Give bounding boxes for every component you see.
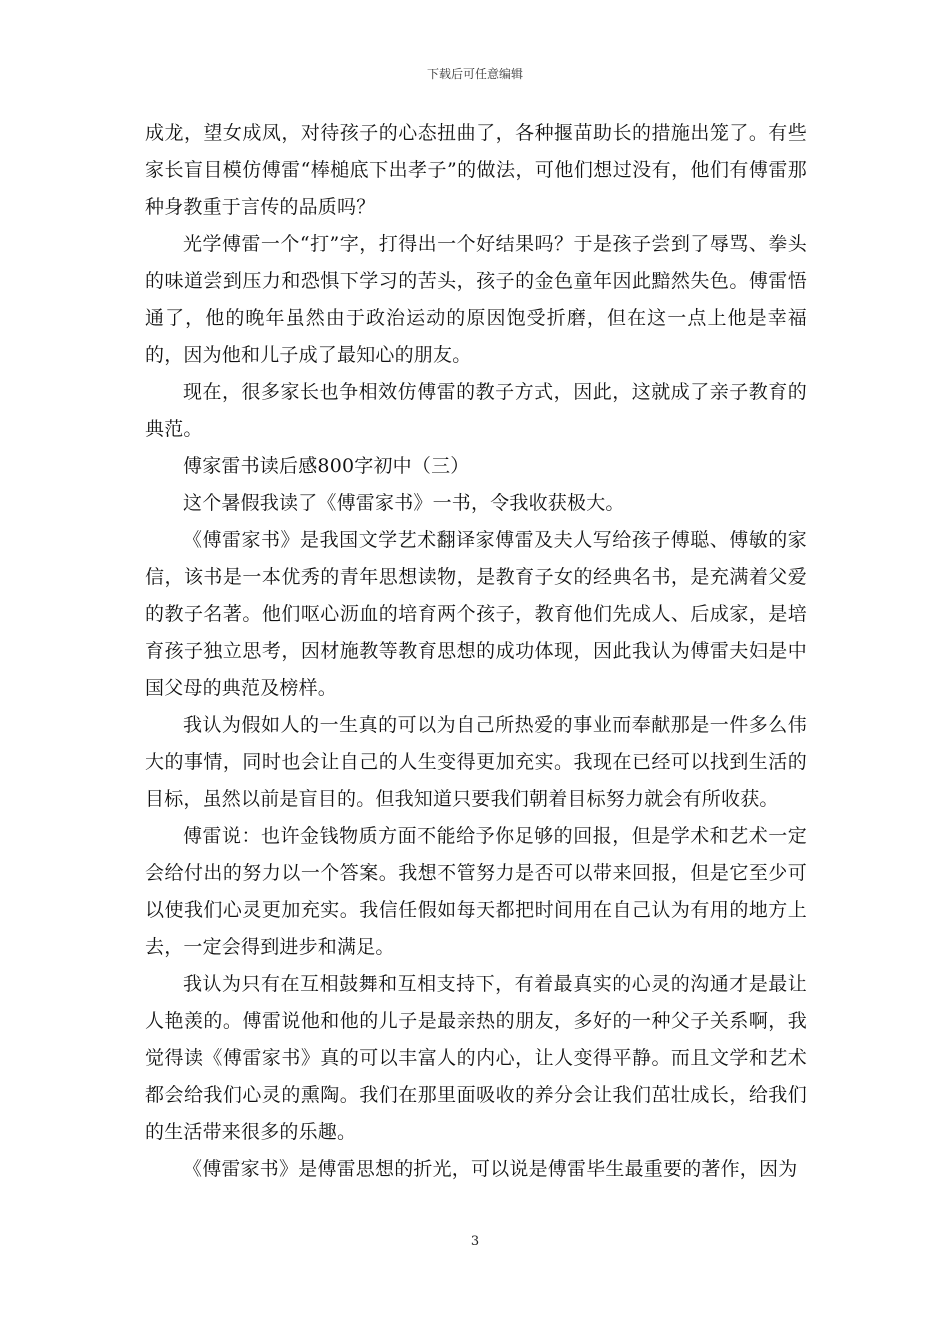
section-heading: 傅家雷书读后感800字初中（三） <box>183 455 470 477</box>
paragraph-5: 这个暑假我读了《傅雷家书》一书，令我收获极大。 <box>183 492 625 514</box>
paragraph-7: 我认为假如人的一生真的可以为自己所热爱的事业而奉献那是一件多么伟大的事情，同时也会让自己的人生变得更加充实。我现在已经可以找到生活的目标，虽然以前是盲目的。但我知道只要我们朝着目标努力就会有所收获。 <box>145 714 807 810</box>
paragraph-3: 现在，很多家长也争相效仿傅雷的教子方式，因此，这就成了亲子教育的典范。 <box>145 381 807 440</box>
paragraph-2: 光学傅雷一个“打”字，打得出一个好结果吗？于是孩子尝到了辱骂、拳头的味道尝到压力和恐惧下学习的苦头，孩子的金色童年因此黯然失色。傅雷悟通了，他的晚年虽然由于政治运动的原因饱受折磨，但在这一点上他是幸福的，因为他和儿子成了最知心的朋友。 <box>145 233 807 366</box>
paragraph-9: 我认为只有在互相鼓舞和互相支持下，有着最真实的心灵的沟通才是最让人艳羡的。傅雷说他和他的儿子是最亲热的朋友，多好的一种父子关系啊，我觉得读《傅雷家书》真的可以丰富人的内心，让人变得平静。而且文学和艺术都会给我们心灵的熏陶。我们在那里面吸收的养分会让我们茁壮成长，给我们的生活带来很多的乐趣。 <box>145 973 807 1143</box>
paragraph-8: 傅雷说：也许金钱物质方面不能给予你足够的回报，但是学术和艺术一定会给付出的努力以一个答案。我想不管努力是否可以带来回报，但是它至少可以使我们心灵更加充实。我信任假如每天都把时间用在自己认为有用的地方上去，一定会得到进步和满足。 <box>145 825 807 958</box>
paragraph-1: 成龙，望女成凤，对待孩子的心态扭曲了，各种揠苗助长的措施出笼了。有些家长盲目模仿傅雷“棒槌底下出孝子”的做法，可他们想过没有，他们有傅雷那种身教重于言传的品质吗？ <box>145 122 807 218</box>
page-number: 3 <box>470 1234 480 1249</box>
document-body <box>145 115 807 1188</box>
paragraph-10: 《傅雷家书》是傅雷思想的折光，可以说是傅雷毕生最重要的著作，因为 <box>183 1158 798 1180</box>
page-header: 下载后可任意编辑 <box>426 67 523 81</box>
paragraph-6: 《傅雷家书》是我国文学艺术翻译家傅雷及夫人写给孩子傅聪、傅敏的家信，该书是一本优秀的青年思想读物，是教育子女的经典名书，是充满着父爱的教子名著。他们呕心沥血的培育两个孩子，教育他们先成人、后成家，是培育孩子独立思考，因材施教等教育思想的成功体现，因此我认为傅雷夫妇是中国父母的典范及榜样。 <box>145 529 807 699</box>
